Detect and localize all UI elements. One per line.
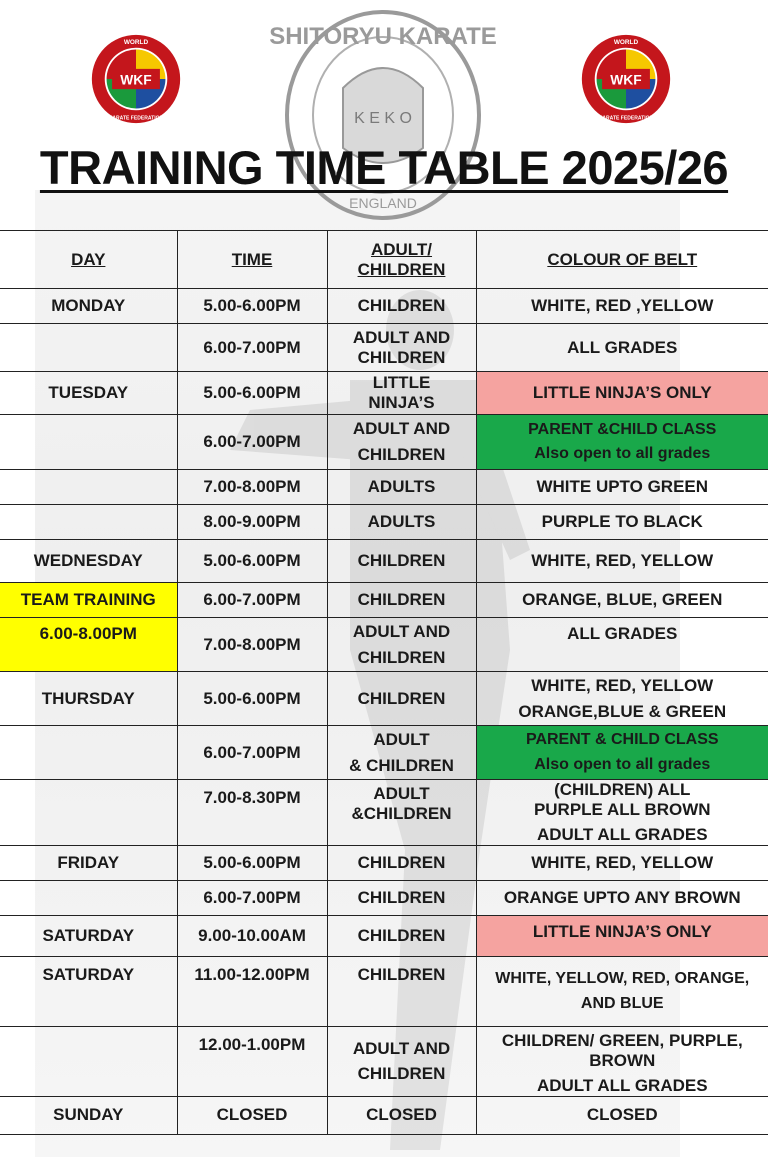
adult-children-cell: CHILDREN bbox=[327, 289, 476, 324]
wkf-logo-left-text: WKF bbox=[120, 72, 152, 88]
svg-text:ENGLAND: ENGLAND bbox=[349, 195, 417, 211]
time-cell: 9.00-10.00AM bbox=[177, 916, 327, 957]
svg-text:K E K O: K E K O bbox=[354, 110, 412, 127]
adult-children-cell: CHILDREN bbox=[327, 916, 476, 957]
day-cell bbox=[0, 470, 177, 505]
table-row bbox=[0, 289, 768, 324]
svg-text:WORLD: WORLD bbox=[123, 39, 149, 47]
table-row bbox=[0, 470, 768, 505]
time-cell: 5.00-6.00PM bbox=[177, 540, 327, 583]
time-cell: 5.00-6.00PM bbox=[177, 672, 327, 726]
adult-children-cell: CHILDREN bbox=[327, 846, 476, 881]
time-cell: 11.00-12.00PM bbox=[177, 957, 327, 1027]
belt-cell: WHITE, RED, YELLOW bbox=[476, 846, 768, 881]
time-cell: 8.00-9.00PM bbox=[177, 505, 327, 540]
time-cell: 6.00-7.00PM bbox=[177, 415, 327, 470]
time-cell: 5.00-6.00PM bbox=[177, 846, 327, 881]
belt-cell: CLOSED bbox=[476, 1096, 768, 1134]
belt-cell: WHITE UPTO GREEN bbox=[476, 470, 768, 505]
belt-cell-highlight-pink: LITTLE NINJA’S ONLY bbox=[476, 372, 768, 415]
table-row bbox=[0, 726, 768, 780]
table-row bbox=[0, 957, 768, 1027]
day-cell: FRIDAY bbox=[0, 846, 177, 881]
adult-children-cell: CHILDREN bbox=[327, 672, 476, 726]
table-header-row bbox=[0, 231, 768, 289]
belt-cell: CHILDREN/ GREEN, PURPLE, BROWN ADULT ALL GRADES bbox=[476, 1027, 768, 1097]
day-cell bbox=[0, 1027, 177, 1097]
svg-text:WKF: WKF bbox=[610, 72, 642, 88]
time-cell: 6.00-7.00PM bbox=[177, 881, 327, 916]
time-cell: 12.00-1.00PM bbox=[177, 1027, 327, 1097]
team-training-cell: TEAM TRAINING bbox=[0, 583, 177, 618]
day-cell: WEDNESDAY bbox=[0, 540, 177, 583]
adult-children-cell: ADULTS bbox=[327, 505, 476, 540]
day-cell bbox=[0, 505, 177, 540]
adult-children-cell: ADULT AND CHILDREN bbox=[327, 1027, 476, 1097]
table-row bbox=[0, 415, 768, 470]
time-cell: 6.00-7.00PM bbox=[177, 583, 327, 618]
svg-text:KARATE FEDERATION: KARATE FEDERATION bbox=[108, 115, 164, 122]
adult-children-cell: CHILDREN bbox=[327, 881, 476, 916]
belt-cell-highlight-pink: LITTLE NINJA’S ONLY bbox=[476, 916, 768, 957]
day-cell: SUNDAY bbox=[0, 1096, 177, 1134]
day-column-header: DAY bbox=[0, 231, 177, 289]
adult-children-cell: ADULT AND CHILDREN bbox=[327, 324, 476, 372]
belt-cell: ALL GRADES bbox=[476, 618, 768, 672]
day-cell: SATURDAY bbox=[0, 957, 177, 1027]
adult-children-cell: ADULT AND CHILDREN bbox=[327, 415, 476, 470]
day-cell bbox=[0, 780, 177, 846]
adult-children-cell: LITTLE NINJA’S bbox=[327, 372, 476, 415]
wkf-logo-left bbox=[90, 33, 182, 125]
belt-cell: WHITE, RED, YELLOW ORANGE,BLUE & GREEN bbox=[476, 672, 768, 726]
belt-cell: (CHILDREN) ALL PURPLE ALL BROWN ADULT ALL GRADES bbox=[476, 780, 768, 846]
belt-cell: ORANGE UPTO ANY BROWN bbox=[476, 881, 768, 916]
time-cell: 7.00-8.00PM bbox=[177, 470, 327, 505]
table-row bbox=[0, 618, 768, 672]
adult-children-cell: CLOSED bbox=[327, 1096, 476, 1134]
adult-children-cell: CHILDREN bbox=[327, 540, 476, 583]
belt-cell: ALL GRADES bbox=[476, 324, 768, 372]
time-cell: 5.00-6.00PM bbox=[177, 289, 327, 324]
belt-cell: WHITE, RED ,YELLOW bbox=[476, 289, 768, 324]
day-cell bbox=[0, 881, 177, 916]
day-cell bbox=[0, 415, 177, 470]
svg-text:SHITORYU KARATE: SHITORYU KARATE bbox=[269, 23, 497, 50]
belt-colour-column-header: COLOUR OF BELT bbox=[476, 231, 768, 289]
table-row bbox=[0, 1096, 768, 1134]
table-row bbox=[0, 846, 768, 881]
time-cell: 5.00-6.00PM bbox=[177, 372, 327, 415]
time-cell: CLOSED bbox=[177, 1096, 327, 1134]
wkf-logo-right bbox=[580, 33, 672, 125]
svg-text:WORLD: WORLD bbox=[613, 39, 639, 47]
belt-cell: WHITE, YELLOW, RED, ORANGE, AND BLUE bbox=[476, 957, 768, 1027]
table-row bbox=[0, 881, 768, 916]
belt-cell: ORANGE, BLUE, GREEN bbox=[476, 583, 768, 618]
day-cell: THURSDAY bbox=[0, 672, 177, 726]
table-row bbox=[0, 540, 768, 583]
time-cell: 7.00-8.00PM bbox=[177, 618, 327, 672]
table-row bbox=[0, 372, 768, 415]
table-row bbox=[0, 505, 768, 540]
table-row bbox=[0, 916, 768, 957]
table-row bbox=[0, 672, 768, 726]
table-row bbox=[0, 583, 768, 618]
adult-children-cell: ADULT & CHILDREN bbox=[327, 726, 476, 780]
adult-children-cell: CHILDREN bbox=[327, 583, 476, 618]
adult-children-cell: ADULT &CHILDREN bbox=[327, 780, 476, 846]
table-row bbox=[0, 1027, 768, 1097]
table-row bbox=[0, 324, 768, 372]
adult-children-cell: ADULTS bbox=[327, 470, 476, 505]
belt-cell: PURPLE TO BLACK bbox=[476, 505, 768, 540]
day-cell bbox=[0, 726, 177, 780]
time-cell: 6.00-7.00PM bbox=[177, 324, 327, 372]
day-cell: SATURDAY bbox=[0, 916, 177, 957]
team-training-time-cell: 6.00-8.00PM bbox=[0, 618, 177, 672]
time-column-header: TIME bbox=[177, 231, 327, 289]
svg-text:KARATE FEDERATION: KARATE FEDERATION bbox=[598, 115, 654, 122]
belt-cell: WHITE, RED, YELLOW bbox=[476, 540, 768, 583]
table-row bbox=[0, 780, 768, 846]
time-cell: 7.00-8.30PM bbox=[177, 780, 327, 846]
belt-cell-highlight-green: PARENT & CHILD CLASS Also open to all grades bbox=[476, 726, 768, 780]
page-title: TRAINING TIME TABLE 2025/26 bbox=[39, 141, 729, 194]
adult-children-cell: CHILDREN bbox=[327, 957, 476, 1027]
day-cell: MONDAY bbox=[0, 289, 177, 324]
timetable bbox=[0, 230, 768, 1135]
adult-children-cell: ADULT AND CHILDREN bbox=[327, 618, 476, 672]
day-cell bbox=[0, 324, 177, 372]
time-cell: 6.00-7.00PM bbox=[177, 726, 327, 780]
belt-cell-highlight-green: PARENT &CHILD CLASS Also open to all grades bbox=[476, 415, 768, 470]
day-cell: TUESDAY bbox=[0, 372, 177, 415]
adult-children-column-header: ADULT/ CHILDREN bbox=[327, 231, 476, 289]
